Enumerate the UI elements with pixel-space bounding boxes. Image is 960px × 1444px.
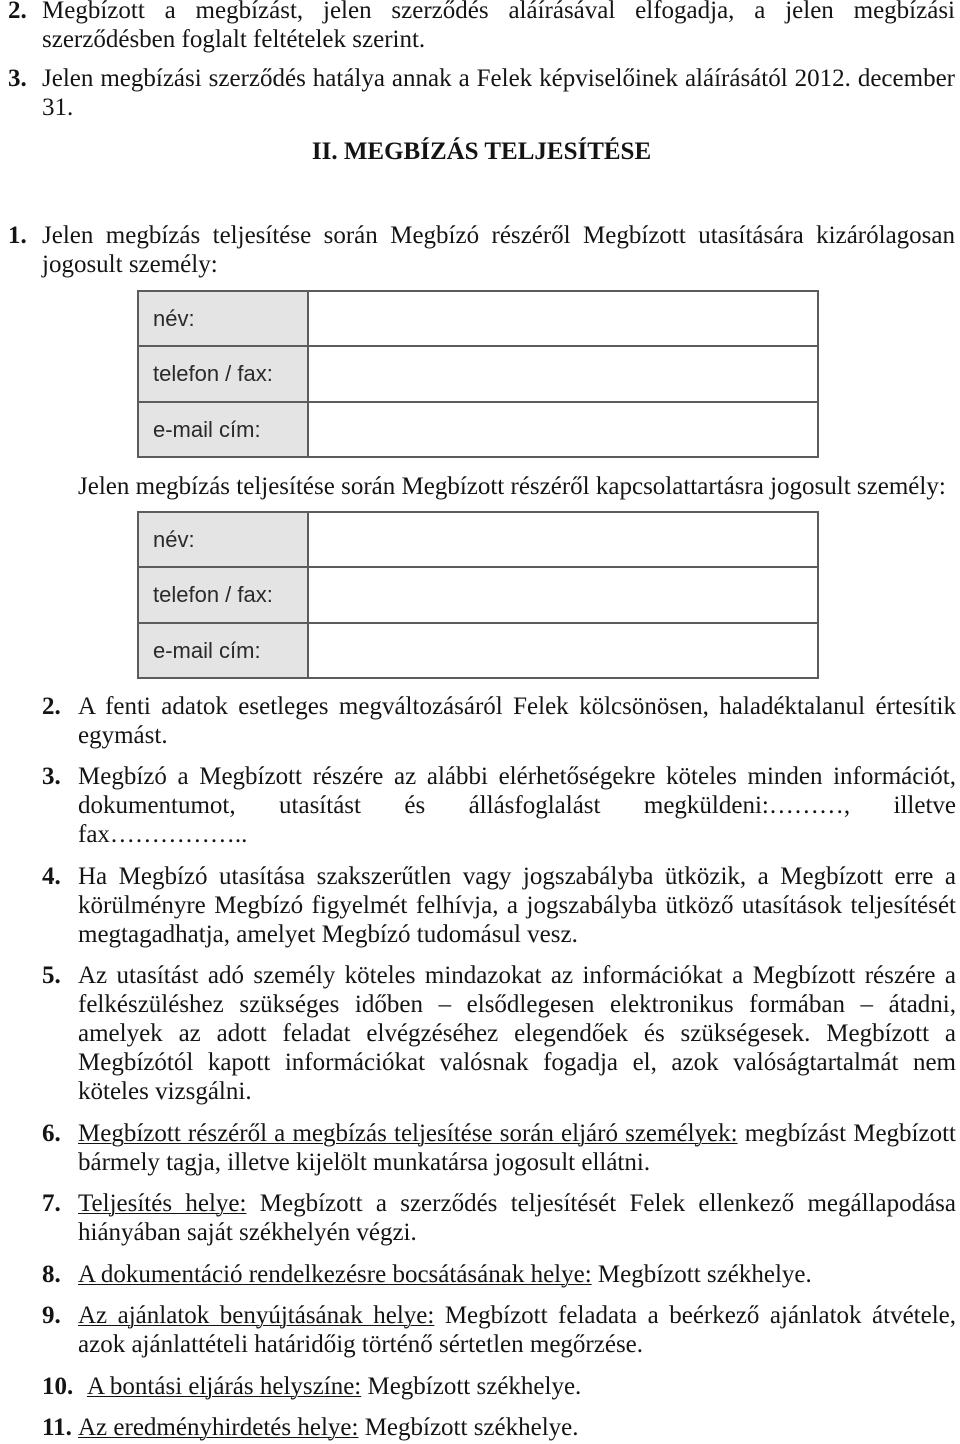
clause-6 xyxy=(42,1119,956,1177)
clause-heading: Az ajánlatok benyújtásának helye: xyxy=(78,1302,435,1329)
clause-1 xyxy=(8,221,955,279)
clause-text: Megbízott feladata a beérkező ajánlatok átvétele, azok ajánlattételi határidőig történő sértetlen megőrzése. xyxy=(78,1302,956,1358)
clause-text: Megbízott székhelye. xyxy=(597,1261,812,1288)
contact-value-name xyxy=(309,513,819,568)
clause-5 xyxy=(42,961,956,1106)
clause-text: Jelen megbízási szerződés hatálya annak a Felek képviselőinek aláírásától 2012. december 31. xyxy=(42,65,955,121)
clause-7 xyxy=(42,1189,956,1247)
clause-text: Megbízott székhelye. xyxy=(364,1414,579,1441)
clause-number: 4. xyxy=(42,863,61,890)
contact-value-email xyxy=(309,403,819,458)
contact-value-email xyxy=(309,624,819,679)
clause-11 xyxy=(42,1413,956,1442)
clause-number: 8. xyxy=(42,1261,61,1288)
clause-text: Megbízott a megbízást, jelen szerződés aláírásával elfogadja, a jelen megbízási szerződésben foglalt feltételek szerint. xyxy=(42,0,955,53)
clause-4 xyxy=(42,862,956,949)
contact-label-phone-fax: telefon / fax: xyxy=(139,568,309,624)
contact-label-name: név: xyxy=(139,292,309,347)
clause-number: 1. xyxy=(8,222,27,249)
contact-value-phone-fax xyxy=(309,347,819,403)
clause-heading: Megbízott részéről a megbízás teljesítése során eljáró személyek: xyxy=(78,1120,738,1147)
contact-value-phone-fax xyxy=(309,568,819,624)
clause-number: 2. xyxy=(8,0,27,24)
clause-number: 11. xyxy=(42,1414,72,1441)
clause-heading: Teljesítés helye: xyxy=(78,1190,247,1217)
clause-text: Megbízott a szerződés teljesítését Felek ellenkező megállapodása hiányában saját székhelyén végzi. xyxy=(78,1190,957,1246)
clause-9 xyxy=(42,1301,956,1359)
clause-8 xyxy=(42,1260,956,1289)
clause-10 xyxy=(42,1372,956,1401)
client-contact-table xyxy=(137,290,819,458)
contact-label-phone-fax: telefon / fax: xyxy=(139,347,309,403)
clause-number: 3. xyxy=(8,65,27,92)
clause-number: 2. xyxy=(42,693,61,720)
intro-clause-3 xyxy=(8,64,955,122)
clause-text: A fenti adatok esetleges megváltozásáról Felek kölcsönösen, haladéktalanul értesítik egymást. xyxy=(78,693,956,749)
clause-number: 9. xyxy=(42,1302,61,1329)
contact-label-name: név: xyxy=(139,513,309,568)
contact-label-email: e-mail cím: xyxy=(139,624,309,679)
clause-number: 10. xyxy=(42,1373,74,1400)
clause-heading: A dokumentáció rendelkezésre bocsátásának helye: xyxy=(78,1261,592,1288)
intro-clause-2 xyxy=(8,0,955,54)
clause-text: Ha Megbízó utasítása szakszerűtlen vagy jogszabályba ütközik, a Megbízott erre a körülményre Megbízó figyelmét felhívja, a jogszabályba ütköző utasítások teljesítését megtagadhatja, amelyet Megbízó tudomásul vesz. xyxy=(78,863,956,948)
clause-text: Megbízott székhelye. xyxy=(367,1373,582,1400)
contact-value-name xyxy=(309,292,819,347)
clause-number: 5. xyxy=(42,962,61,989)
clause-text: Jelen megbízás teljesítése során Megbízó részéről Megbízott utasítására kizárólagosan jogosult személy: xyxy=(42,222,955,278)
clause-3 xyxy=(42,762,956,849)
clause-number: 7. xyxy=(42,1190,61,1217)
clause-text-continued: fax…………….. xyxy=(78,821,248,848)
clause-number: 3. xyxy=(42,763,61,790)
clause-number: 6. xyxy=(42,1120,61,1147)
contact-label-email: e-mail cím: xyxy=(139,403,309,458)
clause-2 xyxy=(42,692,956,750)
clause-text: Megbízó a Megbízott részére az alábbi elérhetőségekre köteles minden információt, dokumentumot, utasítást és állásfoglalást megküldeni:………, illetve xyxy=(78,763,956,819)
clause-text: megbízást Megbízott bármely tagja, illetve kijelölt munkatársa jogosult ellátni. xyxy=(78,1120,956,1176)
clause-heading: A bontási eljárás helyszíne: xyxy=(87,1373,362,1400)
contractor-contact-intro: Jelen megbízás teljesítése során Megbízott részéről kapcsolattartásra jogosult személy: xyxy=(78,473,946,500)
section-heading: II. MEGBÍZÁS TELJESÍTÉSE xyxy=(311,138,652,165)
clause-text: Az utasítást adó személy köteles mindazokat az információkat a Megbízott részére a felkészüléshez szükséges időben – elsődlegesen elektronikus formában – átadni, amelyek az adott feladat elvégzéséhez elegendőek és szükségesek. Megbízott a Megbízótól kapott információkat valósnak fogadja el, azok valóságtartalmát nem köteles vizsgálni. xyxy=(78,962,956,1105)
contractor-contact-table xyxy=(137,511,819,679)
clause-heading: Az eredményhirdetés helye: xyxy=(78,1414,359,1441)
